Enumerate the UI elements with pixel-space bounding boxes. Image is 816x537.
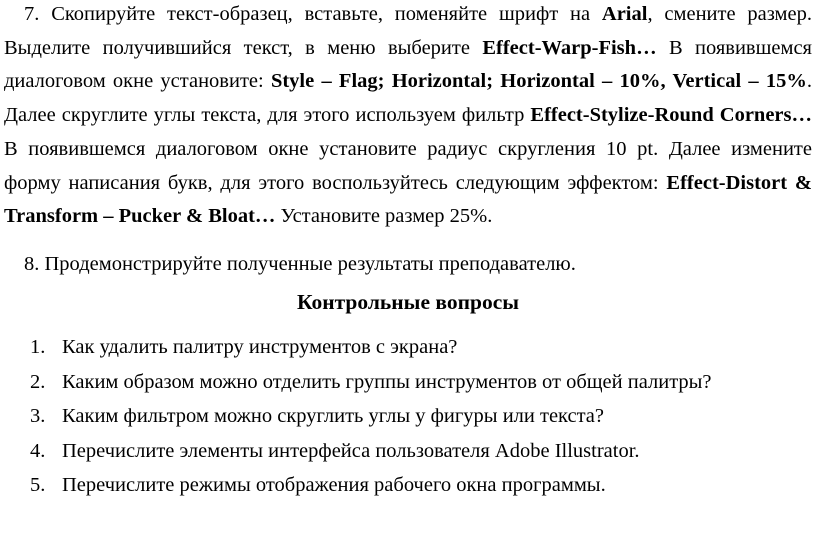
step-7-bold-round-corners: Effect-Stylize-Round Corners… bbox=[530, 104, 812, 127]
question-number: 4. bbox=[30, 439, 46, 462]
question-text: Перечислите режимы отображения рабочего окна программы. bbox=[62, 474, 606, 497]
question-number: 5. bbox=[30, 474, 46, 497]
step-7-text-1: Скопируйте текст-образец, вставьте, поменяйте шрифт на bbox=[39, 3, 602, 25]
question-number: 1. bbox=[30, 336, 46, 358]
step-7-bold-warp-menu: Effect-Warp-Fish… bbox=[482, 36, 657, 59]
step-7-text-3: В появившемся диалоговом окне установите: bbox=[4, 36, 812, 93]
question-number: 3. bbox=[30, 405, 46, 428]
question-item bbox=[0, 468, 816, 503]
question-text: Каким образом можно отделить группы инструментов от общей палитры? bbox=[62, 370, 712, 393]
question-item bbox=[0, 365, 816, 400]
question-text: Перечислите элементы интерфейса пользователя Adobe Illustrator. bbox=[62, 439, 640, 462]
step-7-bold-font: Arial bbox=[601, 3, 648, 25]
question-text: Как удалить палитру инструментов с экрана? bbox=[62, 336, 458, 358]
step-7-text-2: , смените размер. Выделите получившийся текст, в меню выберите bbox=[4, 3, 812, 59]
step-8-paragraph: 8. Продемонстрируйте полученные результаты преподавателю. bbox=[24, 253, 576, 275]
step-7-bold-pucker-bloat: Effect-Distort & Transform – Pucker & Bloat… bbox=[4, 171, 812, 228]
step-7-text-4: . Далее скруглите углы текста, для этого используем фильтр bbox=[4, 70, 812, 127]
question-item bbox=[0, 434, 816, 469]
step-7-paragraph bbox=[4, 0, 812, 234]
step-7-text-5: В появившемся диалоговом окне установите радиус скругления 10 pt. Далее измените форму написания букв, для этого воспользуйтесь следующим эффектом: bbox=[4, 137, 812, 194]
question-number: 2. bbox=[30, 370, 46, 393]
step-7-text-6: Установите размер 25%. bbox=[275, 205, 493, 228]
step-7-bold-warp-settings: Style – Flag; Horizontal; Horizontal – 10%, Vertical – 15% bbox=[270, 70, 807, 93]
question-item bbox=[0, 399, 816, 434]
question-text: Каким фильтром можно скруглить углы у фигуры или текста? bbox=[62, 405, 604, 428]
section-heading: Контрольные вопросы bbox=[296, 290, 520, 314]
step-7-number: 7. bbox=[24, 3, 40, 25]
questions-list bbox=[0, 330, 816, 503]
question-item bbox=[0, 330, 816, 365]
